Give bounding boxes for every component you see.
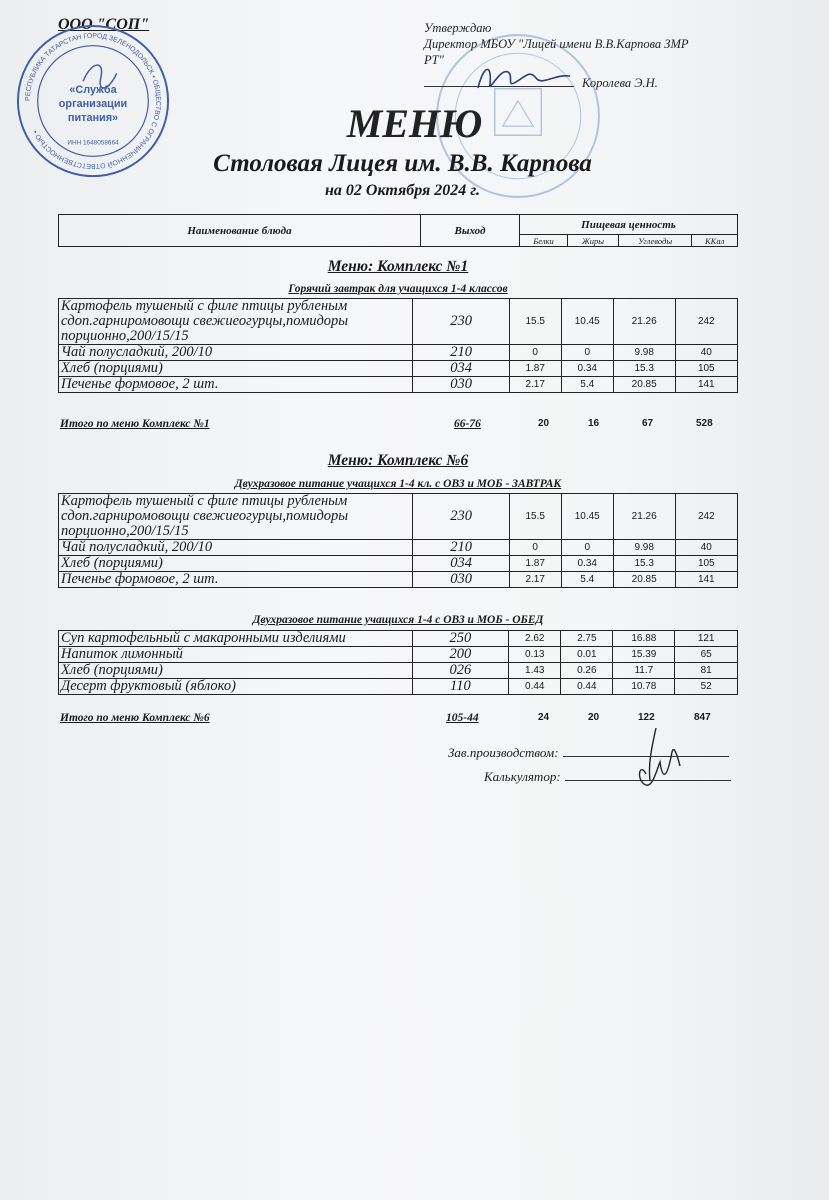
table-row — [59, 572, 738, 588]
dish-output: 230 — [413, 494, 509, 540]
dish-kcal: 65 — [675, 647, 738, 663]
dish-fat: 0.01 — [561, 647, 613, 663]
dish-output: 034 — [413, 361, 509, 377]
header-dish-name: Наименование блюда — [59, 215, 421, 247]
dish-fat: 10.45 — [561, 494, 613, 540]
complex1-subtitle: Горячий завтрак для учащихся 1-4 классов — [288, 283, 508, 295]
dish-kcal: 242 — [675, 299, 737, 345]
dish-kcal: 40 — [675, 540, 737, 556]
calculator-signature: Калькулятор: — [484, 768, 731, 785]
dish-name: Суп картофельный с макаронными изделиями — [59, 631, 413, 647]
dish-output: 026 — [412, 663, 509, 679]
dish-kcal: 105 — [675, 361, 737, 377]
dish-protein: 0 — [509, 540, 561, 556]
complex6-subtitle-breakfast: Двухразовое питание учащихся 1-4 кл. с ОВЗ и МОБ - ЗАВТРАК — [234, 478, 562, 490]
dish-kcal: 52 — [675, 679, 738, 695]
dish-carbs: 15.39 — [613, 647, 675, 663]
dish-fat: 0 — [561, 540, 613, 556]
dish-fat: 0.34 — [561, 556, 613, 572]
dish-kcal: 242 — [675, 494, 737, 540]
header-nutrition: Пищевая ценность — [520, 215, 738, 235]
dish-carbs: 16.88 — [613, 631, 675, 647]
dish-carbs: 20.85 — [613, 377, 675, 393]
dish-kcal: 105 — [675, 556, 737, 572]
page-date: на 02 Октября 2024 г. — [325, 182, 480, 199]
dish-output: 030 — [413, 377, 509, 393]
dish-carbs: 21.26 — [613, 494, 675, 540]
dish-name: Картофель тушеный с филе птицы рубленым сдоп.гарниромовощи свежиеогурцы,помидоры порционно,200/15/15 — [59, 494, 413, 540]
complex6-title: Меню: Комплекс №6 — [327, 452, 469, 469]
dish-carbs: 10.78 — [613, 679, 675, 695]
dish-name: Картофель тушеный с филе птицы рубленым сдоп.гарниромовощи свежиеогурцы,помидоры порционно,200/15/15 — [59, 299, 413, 345]
complex6-total: Итого по меню Комплекс №6 105-44 24 20 122 847 — [60, 712, 711, 724]
complex1-table — [58, 298, 738, 393]
dish-name: Хлеб (порциями) — [59, 663, 413, 679]
production-head-signature: Зав.производством: — [448, 744, 729, 761]
complex6-breakfast-table — [58, 493, 738, 588]
table-row — [59, 647, 738, 663]
dish-name: Печенье формовое, 2 шт. — [59, 377, 413, 393]
dish-output: 250 — [412, 631, 509, 647]
dish-output: 200 — [412, 647, 509, 663]
organization-name: ООО "СОП" — [58, 16, 150, 33]
complex6-lunch-table — [58, 630, 738, 695]
dish-name: Чай полусладкий, 200/10 — [59, 345, 413, 361]
dish-protein: 1.43 — [509, 663, 561, 679]
table-row — [59, 299, 738, 345]
svg-text:питания»: питания» — [67, 111, 119, 124]
handwritten-signature — [626, 722, 686, 796]
dish-carbs: 15.3 — [613, 556, 675, 572]
page-title: МЕНЮ — [346, 101, 483, 146]
approval-block: Утверждаю Директор МБОУ "Лицей имени В.В.Карпова ЗМР РТ" Королева Э.Н. — [424, 21, 689, 90]
svg-text:«Служба: «Служба — [69, 84, 117, 97]
dish-output: 210 — [413, 345, 509, 361]
dish-fat: 0.26 — [561, 663, 613, 679]
dish-name: Напиток лимонный — [59, 647, 413, 663]
dish-protein: 0 — [509, 345, 561, 361]
dish-protein: 15.5 — [509, 494, 561, 540]
dish-kcal: 40 — [675, 345, 737, 361]
table-row — [59, 540, 738, 556]
header-fat: Жиры — [568, 235, 619, 247]
header-carbs: Углеводы — [618, 235, 691, 247]
dish-fat: 0.44 — [561, 679, 613, 695]
dish-protein: 0.44 — [509, 679, 561, 695]
seal-ring-text: РЕСПУБЛИКА ТАТАРСТАН ГОРОД ЗЕЛЕНОДОЛЬСК • ОБЩЕСТВО С ОГРАНИЧЕННОЙ ОТВЕТСТВЕННОСТЬЮ • — [24, 32, 162, 170]
table-row — [59, 494, 738, 540]
svg-text:организации: организации — [58, 97, 128, 110]
dish-protein: 0.13 — [509, 647, 561, 663]
dish-carbs: 9.98 — [613, 540, 675, 556]
dish-name: Десерт фруктовый (яблоко) — [59, 679, 413, 695]
dish-protein: 1.87 — [509, 361, 561, 377]
table-row — [59, 377, 738, 393]
table-row — [59, 556, 738, 572]
dish-protein: 2.62 — [509, 631, 561, 647]
dish-kcal: 121 — [675, 631, 738, 647]
dish-protein: 15.5 — [509, 299, 561, 345]
dish-output: 030 — [413, 572, 509, 588]
dish-output: 034 — [413, 556, 509, 572]
table-header — [58, 214, 738, 247]
dish-fat: 5.4 — [561, 572, 613, 588]
director-signature — [470, 58, 580, 98]
complex1-title: Меню: Комплекс №1 — [327, 258, 469, 275]
dish-fat: 0 — [561, 345, 613, 361]
dish-carbs: 15.3 — [613, 361, 675, 377]
table-row — [59, 679, 738, 695]
dish-fat: 5.4 — [561, 377, 613, 393]
dish-protein: 2.17 — [509, 377, 561, 393]
dish-carbs: 11.7 — [613, 663, 675, 679]
svg-text:ИНН 1648058664: ИНН 1648058664 — [67, 139, 119, 147]
dish-name: Чай полусладкий, 200/10 — [59, 540, 413, 556]
dish-name: Хлеб (порциями) — [59, 361, 413, 377]
complex6-subtitle-lunch: Двухразовое питание учащихся 1-4 с ОВЗ и МОБ - ОБЕД — [252, 614, 544, 626]
page-subtitle: Столовая Лицея им. В.В. Карпова — [213, 150, 592, 177]
table-row — [59, 663, 738, 679]
table-row — [59, 361, 738, 377]
dish-fat: 10.45 — [561, 299, 613, 345]
dish-output: 110 — [412, 679, 509, 695]
dish-protein: 2.17 — [509, 572, 561, 588]
dish-output: 210 — [413, 540, 509, 556]
dish-kcal: 141 — [675, 377, 737, 393]
dish-fat: 0.34 — [561, 361, 613, 377]
header-kcal: ККал — [692, 235, 738, 247]
dish-protein: 1.87 — [509, 556, 561, 572]
dish-carbs: 21.26 — [613, 299, 675, 345]
table-row — [59, 345, 738, 361]
dish-kcal: 141 — [675, 572, 737, 588]
dish-name: Хлеб (порциями) — [59, 556, 413, 572]
dish-output: 230 — [413, 299, 509, 345]
dish-carbs: 9.98 — [613, 345, 675, 361]
dish-fat: 2.75 — [561, 631, 613, 647]
header-output: Выход — [421, 215, 520, 247]
header-protein: Белки — [520, 235, 568, 247]
dish-carbs: 20.85 — [613, 572, 675, 588]
dish-kcal: 81 — [675, 663, 738, 679]
dish-name: Печенье формовое, 2 шт. — [59, 572, 413, 588]
table-row — [59, 631, 738, 647]
complex1-total: Итого по меню Комплекс №1 66-76 20 16 67 528 — [60, 418, 713, 430]
